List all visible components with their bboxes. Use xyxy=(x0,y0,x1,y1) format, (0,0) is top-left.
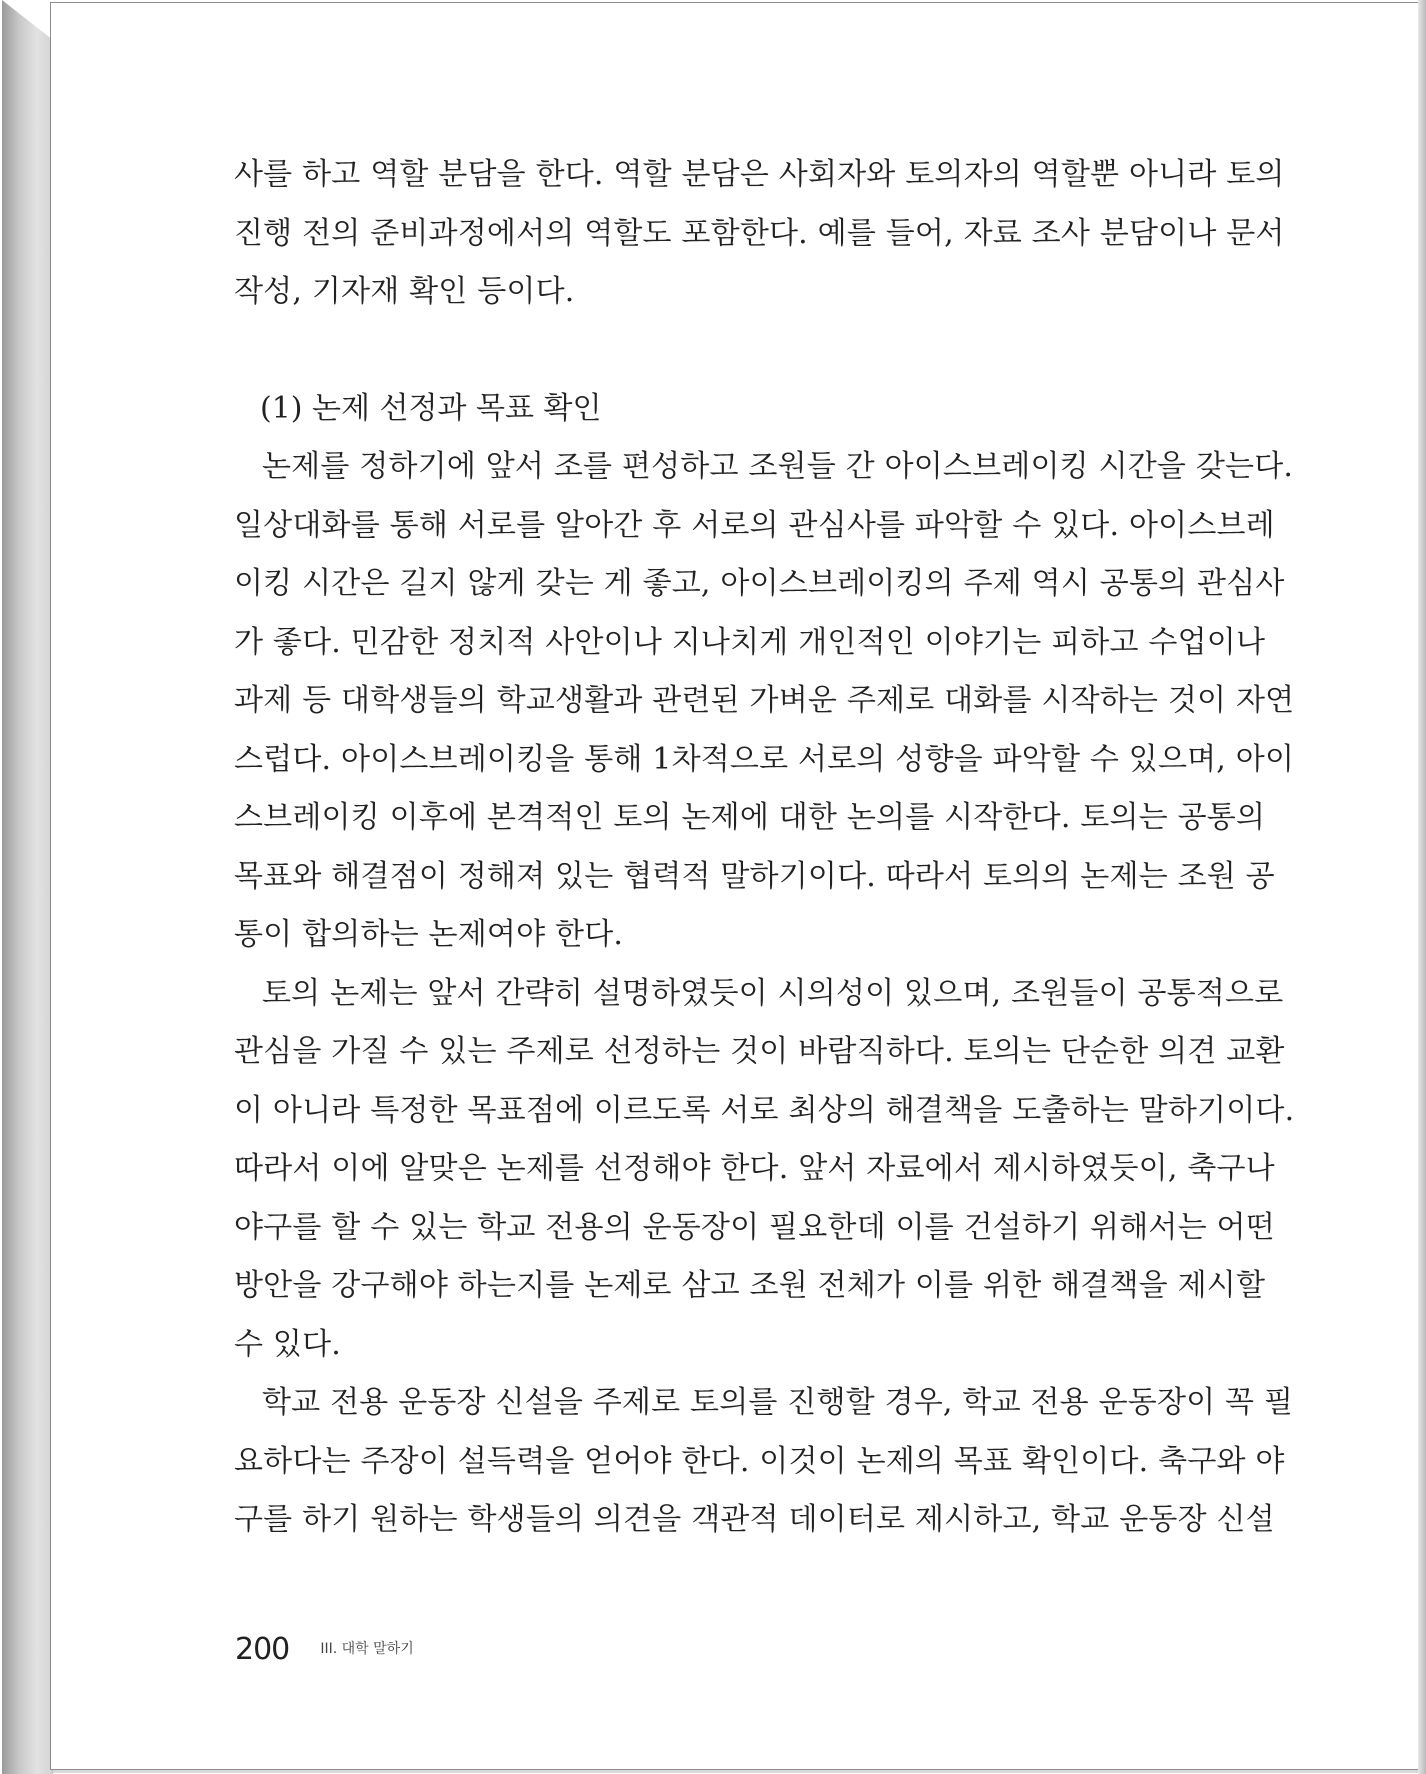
text-line: 구를 하기 원하는 학생들의 의견을 객관적 데이터로 제시하고, 학교 운동장 신설 xyxy=(234,1502,1275,1537)
text-line: 논제를 정하기에 앞서 조를 편성하고 조원들 간 아이스브레이킹 시간을 갖는다. xyxy=(262,449,1294,484)
text-line: 과제 등 대학생들의 학교생활과 관련된 가벼운 주제로 대화를 시작하는 것이 자연 xyxy=(234,683,1295,718)
text-line: 방안을 강구해야 하는지를 논제로 삼고 조원 전체가 이를 위한 해결책을 제시할 xyxy=(234,1268,1266,1303)
text-line: 가 좋다. 민감한 정치적 사안이나 지나치게 개인적인 이야기는 피하고 수업이나 xyxy=(234,624,1266,660)
text-line: 작성, 기자재 확인 등이다. xyxy=(234,274,575,309)
page-number: 200 xyxy=(235,1632,290,1667)
section-gap xyxy=(234,322,1240,380)
text-line: 따라서 이에 알맞은 논제를 선정해야 한다. 앞서 자료에서 제시하였듯이, 축구나 xyxy=(234,1151,1275,1186)
text-line: 학교 전용 운동장 신설을 주제로 토의를 진행할 경우, 학교 전용 운동장이 꼭 필 xyxy=(262,1385,1294,1420)
page-footer xyxy=(235,1632,414,1667)
text-line: 사를 하고 역할 분담을 한다. 역할 분담은 사회자와 토의자의 역할뿐 아니라 토의 xyxy=(234,157,1285,192)
text-line: 이 아니라 특정한 목표점에 이르도록 서로 최상의 해결책을 도출하는 말하기이다. xyxy=(234,1092,1295,1128)
page-edge xyxy=(1418,0,1426,1774)
text-line: 스브레이킹 이후에 본격적인 토의 논제에 대한 논의를 시작한다. 토의는 공통의 xyxy=(234,800,1266,835)
text-line: 요하다는 주장이 설득력을 얻어야 한다. 이것이 논제의 목표 확인이다. 축구와 야 xyxy=(234,1443,1285,1479)
paragraph-intro xyxy=(234,146,1285,322)
book-spine xyxy=(2,0,53,1774)
chapter-title: III. 대학 말하기 xyxy=(320,1641,414,1657)
text-line: 이킹 시간은 길지 않게 갖는 게 좋고, 아이스브레이킹의 주제 역시 공통의 관심사 xyxy=(234,566,1285,601)
section-heading: (1) 논제 선정과 목표 확인 xyxy=(260,390,602,426)
text-line: 토의 논제는 앞서 간략히 설명하였듯이 시의성이 있으며, 조원들이 공통적으로 xyxy=(262,975,1284,1011)
paragraph-1 xyxy=(234,438,1295,965)
body-text xyxy=(234,146,1295,1550)
text-line: 수 있다. xyxy=(234,1326,342,1362)
paragraph-2 xyxy=(234,965,1295,1375)
text-line: 진행 전의 준비과정에서의 역할도 포함한다. 예를 들어, 자료 조사 분담이나 문서 xyxy=(234,215,1285,251)
text-line: 관심을 가질 수 있는 주제로 선정하는 것이 바람직하다. 토의는 단순한 의견 교환 xyxy=(234,1034,1285,1069)
paragraph-3 xyxy=(234,1374,1294,1550)
text-line: 스럽다. 아이스브레이킹을 통해 1차적으로 서로의 성향을 파악할 수 있으며, 아이 xyxy=(234,741,1295,777)
text-line: 목표와 해결점이 정해져 있는 협력적 말하기이다. 따라서 토의의 논제는 조원 공 xyxy=(234,858,1275,894)
text-line: 일상대화를 통해 서로를 알아간 후 서로의 관심사를 파악할 수 있다. 아이스브레 xyxy=(234,507,1275,543)
text-line: 통이 합의하는 논제여야 한다. xyxy=(234,917,624,952)
text-line: 야구를 할 수 있는 학교 전용의 운동장이 필요한데 이를 건설하기 위해서는 어떤 xyxy=(234,1209,1275,1245)
